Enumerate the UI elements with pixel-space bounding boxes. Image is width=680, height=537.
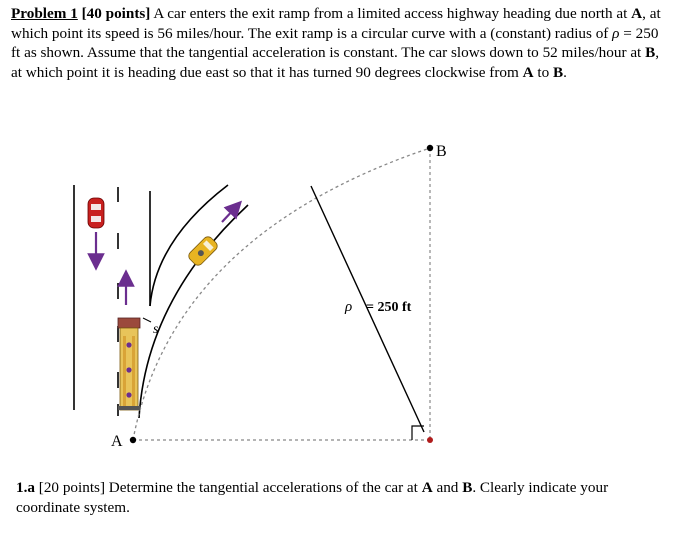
center-marker — [427, 437, 433, 443]
question-label: 1.a — [16, 479, 35, 496]
problem-point-a: A — [631, 5, 643, 22]
problem-text-2: , at which point its speed is 56 miles/hour. The exit ramp is a circular curve with a (constant) radius of — [11, 5, 661, 42]
problem-text-5: to — [533, 63, 553, 81]
red-car-icon — [88, 198, 104, 228]
label-a: A — [111, 433, 123, 450]
question-point-a: A — [421, 479, 433, 496]
problem-points: [40 points] — [81, 5, 151, 22]
point-b-marker — [427, 145, 433, 151]
label-rho: ρ — [345, 299, 353, 315]
question-text-2: and — [432, 479, 463, 496]
point-a-marker — [130, 437, 136, 443]
label-s: s — [153, 322, 159, 337]
problem-number: Problem 1 — [11, 5, 78, 22]
s-tick — [143, 318, 151, 322]
label-radius: = 250 ft — [366, 300, 412, 315]
question-1a — [16, 478, 668, 517]
problem-text-3: = 250 ft as shown. Assume that the tangential acceleration is constant. The car slows down to 52 miles/hour at — [11, 24, 659, 62]
problem-text-1: A car enters the exit ramp from a limited access highway heading due north at — [150, 5, 632, 22]
ramp-curves — [133, 148, 430, 440]
ramp-inner-edge — [139, 205, 248, 418]
highway-lines — [74, 185, 150, 416]
question-text-3: . Clearly indicate your coordinate system. — [16, 479, 609, 516]
question-text-1: [20 points] Determine the tangential accelerations of the car at — [34, 479, 422, 496]
problem-rho: ρ — [612, 24, 620, 42]
problem-point-a2: A — [522, 63, 534, 81]
question-point-b: B — [462, 479, 473, 496]
problem-text-6: . — [563, 63, 567, 81]
truck-icon — [118, 318, 140, 410]
label-b: B — [436, 143, 447, 160]
problem-text-4: , at which point it is heading due east so that it has turned 90 degrees clockwise from — [11, 44, 660, 81]
ramp-centerline — [133, 148, 430, 440]
problem-point-b2: B — [553, 63, 564, 81]
problem-point-b: B — [645, 44, 656, 62]
